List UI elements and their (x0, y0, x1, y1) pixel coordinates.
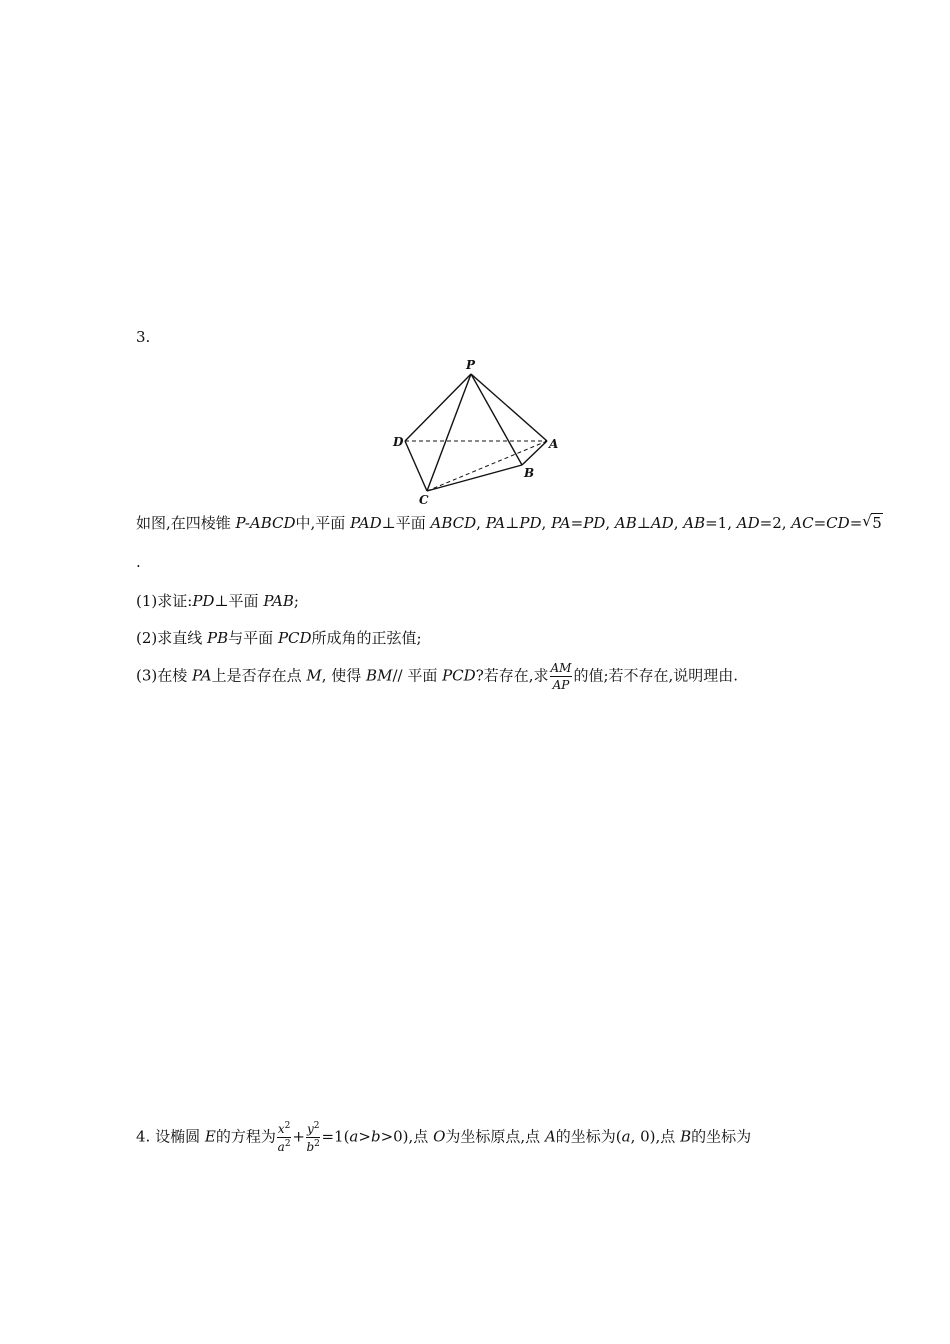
p4-math: a (349, 1127, 359, 1146)
fraction-numerator: $y^2$ (306, 1121, 320, 1136)
p4-text: >0),点 (380, 1127, 434, 1146)
stmt-text: ⊥平面 (381, 514, 431, 532)
stmt-text: 如图,在四棱锥 (136, 514, 236, 532)
stmt-math: CD (826, 514, 850, 532)
stmt-text: ⊥ (636, 514, 651, 532)
stmt-text: =2, (759, 514, 792, 532)
q3-math: PCD (442, 666, 476, 685)
stmt-text: , (673, 514, 684, 532)
q3-text: (3)在棱 (136, 666, 193, 685)
edge-BA (522, 441, 547, 465)
label-P: P (466, 358, 476, 372)
question-3 (136, 662, 738, 691)
stmt-math: PA (551, 514, 571, 532)
label-A: A (549, 437, 559, 451)
fraction-x2-a2 (277, 1122, 292, 1153)
p4-text: 的坐标为 (691, 1127, 752, 1146)
q1-text: ⊥平面 (214, 592, 264, 610)
stmt-text: , (541, 514, 552, 532)
p4-text: 的坐标为( (555, 1127, 622, 1146)
p4-text: =1( (321, 1127, 350, 1146)
p4-math: O (433, 1127, 446, 1146)
fraction-y2-b2 (306, 1122, 321, 1153)
stmt-text: = (570, 514, 584, 532)
stmt-text: 中,平面 (295, 514, 351, 532)
stmt-math: ABCD (430, 514, 477, 532)
problem-4-number: 4. (136, 1127, 151, 1146)
problem-3-number: 3. (136, 328, 151, 346)
label-D: D (393, 435, 404, 449)
question-1 (136, 590, 299, 611)
stmt-math: PAD (350, 514, 382, 532)
stmt-math: AC (791, 514, 814, 532)
stmt-math: PD (519, 514, 542, 532)
fraction-numerator: AM (550, 661, 572, 675)
stmt-math: AB (683, 514, 706, 532)
p4-text: 为坐标原点,点 (445, 1127, 545, 1146)
fraction-am-ap (550, 662, 573, 691)
stmt-text: = (849, 514, 863, 532)
stmt-math: AD (650, 514, 674, 532)
edge-PB (471, 374, 522, 465)
sqrt-radicand: 5 (872, 514, 882, 532)
stmt-math: PD (583, 514, 606, 532)
stmt-math: P-ABCD (235, 514, 296, 532)
q3-text: 的值;若不存在,说明理由. (573, 666, 739, 685)
q2-text: (2)求直线 (136, 629, 208, 647)
q2-text: 所成角的正弦值; (311, 629, 422, 647)
q1-math: PAB (263, 592, 294, 610)
stmt-text: = (813, 514, 827, 532)
p4-math: a (621, 1127, 631, 1146)
stmt-math: PA (485, 514, 506, 532)
pyramid-figure (0, 0, 950, 520)
edge-PC (427, 374, 471, 491)
q1-text: (1)求证: (136, 592, 193, 610)
edge-DC (405, 441, 427, 491)
q3-text: , 使得 (321, 666, 367, 685)
q3-math: BM (366, 666, 393, 685)
stmt-text: , (605, 514, 615, 532)
stmt-math: AD (736, 514, 760, 532)
stmt-text: ⊥ (505, 514, 520, 532)
label-C: C (419, 493, 429, 507)
p4-math: B (680, 1127, 692, 1146)
q1-math: PD (192, 592, 215, 610)
q2-math: PCD (277, 629, 312, 647)
stmt-math: AB (614, 514, 637, 532)
fraction-denominator: AP (552, 678, 570, 692)
q3-math: M (306, 666, 322, 685)
q2-math: PB (207, 629, 229, 647)
problem-3-statement (136, 512, 883, 533)
edge-PA (471, 374, 547, 441)
p4-math: A (544, 1127, 556, 1146)
p4-math: b (370, 1127, 381, 1146)
p4-math: E (204, 1127, 216, 1146)
fraction-denominator: $b^2$ (306, 1139, 320, 1154)
sqrt-symbol: √ (862, 512, 872, 530)
q3-text: // 平面 (392, 666, 443, 685)
p4-text: > (358, 1127, 371, 1146)
p4-text: 设椭圆 (155, 1127, 205, 1146)
edge-CB (427, 465, 522, 491)
stmt-text: =1, (705, 514, 737, 532)
plus-sign: + (292, 1127, 305, 1146)
question-2 (136, 627, 422, 648)
sqrt-expression (862, 514, 883, 532)
p4-text: , 0),点 (630, 1127, 681, 1146)
edge-PD (405, 374, 471, 441)
fraction-numerator: $x^2$ (277, 1121, 291, 1136)
q2-text: 与平面 (228, 629, 278, 647)
q3-text: 上是否存在点 (211, 666, 307, 685)
q3-math: PA (192, 666, 212, 685)
fraction-denominator: $a^2$ (277, 1139, 291, 1154)
q3-text: ?若存在,求 (475, 666, 549, 685)
problem-4 (136, 1122, 751, 1153)
q1-text: ; (293, 592, 299, 610)
p4-text: 的方程为 (215, 1127, 276, 1146)
statement-period: . (136, 553, 141, 571)
label-B: B (524, 466, 535, 480)
stmt-text: , (476, 514, 486, 532)
